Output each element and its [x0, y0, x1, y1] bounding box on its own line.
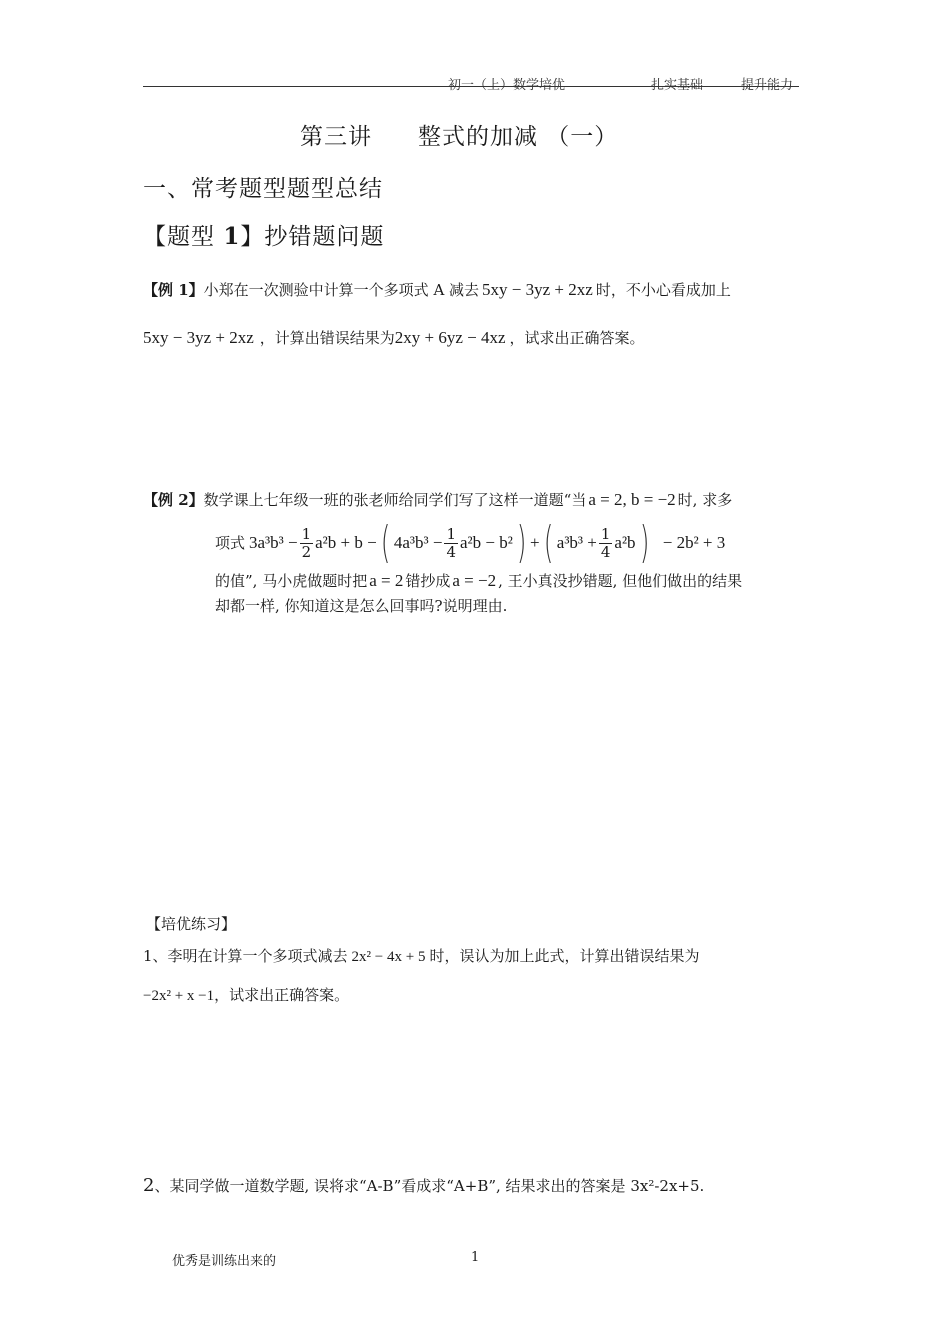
lecture-number: 第三讲 — [300, 124, 372, 150]
fraction-quarter — [444, 526, 458, 561]
header-divider — [143, 86, 799, 87]
polynomial-term-b: a²b + b − — [315, 533, 377, 552]
practice-question-2 — [143, 1176, 704, 1196]
example-2-line-1 — [143, 490, 732, 510]
practice-question-2-text: 、某同学做一道数学题, 误将求“A-B”看成求“A+B”, 结果求出的答案是 3x²-2x+5. — [154, 1177, 705, 1195]
example-2-text-2: 时, 求多 — [677, 491, 733, 509]
example-2-text-5: 错抄成 — [405, 572, 451, 590]
example-2-original-value: a = 2 — [369, 571, 404, 590]
example-2-text: 数学课上七年级一班的张老师给同学们写了这样一道题“当 — [203, 491, 587, 509]
polynomial-prefix: 项式 — [215, 534, 246, 552]
fraction-numerator: 1 — [446, 524, 457, 543]
section-heading: 一、常考题型题型总结 — [143, 176, 383, 202]
fraction-numerator: 1 — [600, 524, 611, 543]
left-paren: ( — [380, 517, 391, 568]
practice-question-1-text-2: 时，误认为加上此式，计算出错误结果为 — [429, 947, 700, 965]
practice-question-1-expression: 2x² − 4x + 5 — [351, 949, 426, 965]
example-2-line-3 — [215, 571, 742, 591]
lecture-topic: 整式的加减 （一） — [418, 124, 619, 150]
example-2-polynomial — [215, 517, 726, 568]
footer-motto: 优秀是训练出来的 — [172, 1254, 277, 1269]
type-title: 】抄错题问题 — [240, 224, 385, 250]
example-2-miscopied-value: a = −2 — [452, 571, 497, 590]
example-1-label: 【例 1】 — [143, 281, 204, 299]
practice-label: 【培优练习】 — [146, 915, 237, 933]
left-paren: ( — [543, 517, 553, 568]
polynomial-plus: + — [530, 533, 540, 552]
question-type-heading — [143, 218, 384, 251]
practice-question-1-wrong-result: −2x² + x −1 — [143, 988, 215, 1004]
polynomial-term-c: 4a³b³ − — [393, 533, 443, 552]
right-paren: ) — [639, 517, 649, 568]
fraction-half — [300, 526, 314, 561]
right-paren: ) — [516, 517, 527, 568]
polynomial-term-h: − 2b² + 3 — [662, 533, 726, 552]
polynomial-term-g: a²b — [614, 533, 636, 552]
practice-question-1-text-3: ，试求出正确答案。 — [214, 986, 350, 1004]
example-2-text-6: , 王小真没抄错题, 但他们做出的结果 — [498, 572, 743, 590]
example-1-expression-2: 5xy − 3yz + 2xz — [143, 328, 254, 347]
lecture-title — [300, 118, 618, 151]
example-1-wrong-result: 2xy + 6yz − 4xz — [394, 328, 506, 347]
header-slogan-1: 扎实基础 — [651, 78, 704, 93]
example-2-label: 【例 2】 — [143, 491, 204, 509]
practice-question-1-line-2 — [143, 985, 349, 1006]
example-1-text-4: ，试求出正确答案。 — [509, 329, 645, 347]
polynomial-term-d: a²b − b² — [460, 533, 513, 552]
example-1-expression: 5xy − 3yz + 2xz — [482, 280, 593, 299]
example-2-condition: a = 2, b = −2 — [588, 490, 676, 509]
example-1-line-2 — [143, 328, 645, 348]
example-2-line-4: 却都一样, 你知道这是怎么回事吗?说明理由. — [215, 597, 508, 615]
example-2-text-4: 的值”, 马小虎做题时把 — [215, 572, 368, 590]
fraction-quarter-2 — [599, 526, 613, 561]
example-1-text-3: ，计算出错误结果为 — [259, 329, 395, 347]
fraction-denominator: 2 — [301, 542, 312, 561]
example-1-text-2: 时，不小心看成加上 — [595, 281, 731, 299]
practice-question-1-text: 1、李明在计算一个多项式减去 — [143, 947, 348, 965]
fraction-denominator: 4 — [446, 542, 457, 561]
fraction-numerator: 1 — [301, 524, 312, 543]
type-number: 1 — [223, 223, 241, 250]
practice-question-1-line-1 — [143, 946, 699, 967]
type-open: 【题型 — [143, 224, 224, 250]
fraction-denominator: 4 — [600, 542, 611, 561]
polynomial-term-a: 3a³b³ − — [249, 533, 298, 552]
practice-question-2-number: 2 — [143, 1175, 155, 1196]
header-course: 初一（上）数学培优 — [448, 78, 566, 93]
header-slogan-2: 提升能力 — [741, 78, 794, 93]
page-number: 1 — [471, 1250, 480, 1265]
example-1-text: 小郑在一次测验中计算一个多项式 A 减去 — [203, 281, 480, 299]
polynomial-term-f: a³b³ + — [556, 533, 597, 552]
example-1-line-1 — [143, 280, 731, 300]
